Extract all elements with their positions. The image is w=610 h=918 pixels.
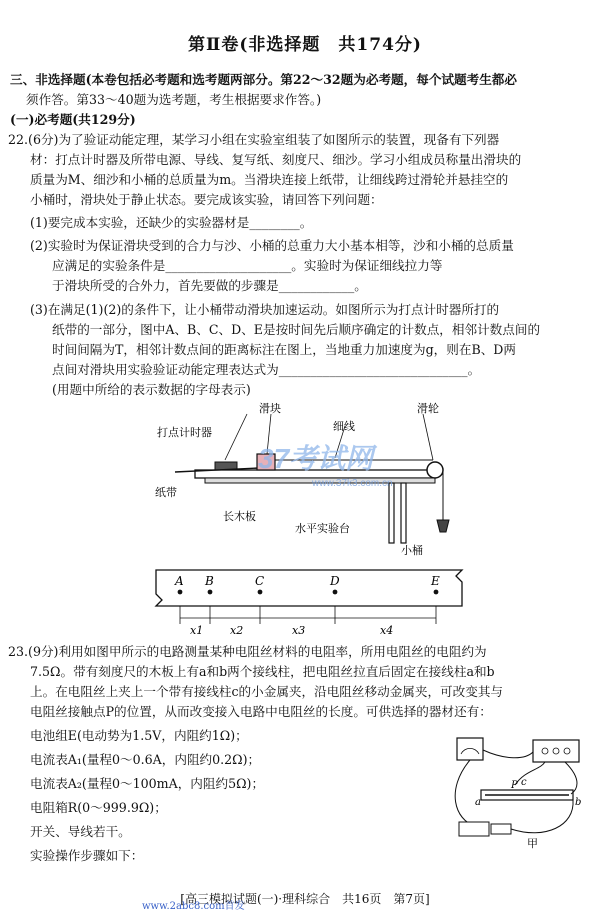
label-p-point: P <box>511 780 518 791</box>
page-footer: [高三模拟试题(一)·理科综合 共16页 第7页] <box>180 892 430 906</box>
label-line: 细线 <box>333 420 355 433</box>
pulley-icon <box>427 462 443 478</box>
section-title: 第Ⅱ卷(非选择题 共174分) <box>188 35 422 55</box>
bucket-icon <box>437 520 449 532</box>
label-a: A <box>175 574 184 588</box>
label-table: 水平实验台 <box>295 522 350 535</box>
section3-line1: 三、非选择题(本卷包括必考题和选考题两部分。第22～32题为必考题，每个试题考生都必 <box>10 72 517 87</box>
label-bucket: 小桶 <box>401 544 423 557</box>
label-c: C <box>255 574 265 588</box>
ammeter-icon <box>457 738 483 760</box>
label-e: E <box>431 574 440 588</box>
label-pulley: 滑轮 <box>417 402 439 415</box>
point-b <box>208 590 213 595</box>
table-leg-1 <box>389 483 394 543</box>
label-board: 长木板 <box>223 510 256 523</box>
q22-line3: 质量为M、细沙和小桶的总质量为m。当滑块连接上纸带，让细线跨过滑轮并悬挂空的 <box>30 172 509 187</box>
label-b-terminal: b <box>575 797 582 808</box>
q22-line13: (用题中所给的表示数据的字母表示) <box>52 382 251 397</box>
switch-icon <box>491 824 511 834</box>
watermark-url: www.37k3.com.cn <box>312 478 393 489</box>
q22-line11: 时间间隔为T，相邻计数点间的距离标注在图上，当地重力加速度为g，则在B、D两 <box>52 342 517 357</box>
q23-line10: 实验操作步骤如下： <box>30 848 144 863</box>
table-leg-2 <box>401 483 406 543</box>
tape-outline <box>156 570 462 606</box>
point-a <box>178 590 183 595</box>
label-b: B <box>205 574 214 588</box>
label-a-terminal: a <box>475 797 481 808</box>
label-x3: x3 <box>292 624 306 637</box>
q22-line5: (1)要完成本实验，还缺少的实验器材是________。 <box>30 215 313 230</box>
battery-icon <box>459 822 489 836</box>
q22-line12: 点间对滑块用实验验证动能定理表达式为______________________________。 <box>52 362 481 377</box>
point-e <box>434 590 439 595</box>
watermark-logo: 37考试网 <box>258 443 374 474</box>
q23-line6: 电流表A₁(量程0～0.6A，内阻约0.2Ω)； <box>30 752 261 767</box>
q23-line7: 电流表A₂(量程0～100mA，内阻约5Ω)； <box>30 776 265 791</box>
figure-caption: 甲 <box>527 837 538 850</box>
leader-pulley <box>423 414 433 460</box>
point-c <box>258 590 263 595</box>
label-x2: x2 <box>230 624 244 637</box>
q23-line2: 7.5Ω。带有刻度尺的木板上有a和b两个接线柱，把电阻丝拉直后固定在接线柱a和b <box>30 664 495 679</box>
circuit-figure <box>445 730 595 850</box>
q23-line4: 电阻丝接触点P的位置，从而改变接入电路中电阻丝的长度。可供选择的器材还有： <box>30 704 492 719</box>
q22-line8: 于滑块所受的合外力，首先要做的步骤是____________。 <box>52 278 367 293</box>
q23-line8: 电阻箱R(0～999.9Ω)； <box>30 800 167 815</box>
part1-heading: (一)必考题(共129分) <box>10 112 136 127</box>
q22-line1: 22.(6分)为了验证动能定理，某学习小组在实验室组装了如图所示的装置，现备有下列器 <box>8 132 500 147</box>
q22-line7: 应满足的实验条件是____________________。实验时为保证细线拉力等 <box>52 258 443 273</box>
label-tape: 纸带 <box>155 486 177 499</box>
q23-line9: 开关、导线若干。 <box>30 824 131 839</box>
label-block: 滑块 <box>259 402 281 415</box>
label-x1: x1 <box>190 624 204 637</box>
label-x4: x4 <box>380 624 394 637</box>
q23-line5: 电池组E(电动势为1.5V，内阻约1Ω)； <box>30 728 248 743</box>
section3-line2: 须作答。第33～40题为选考题，考生根据要求作答。) <box>26 92 322 107</box>
label-c-terminal: c <box>521 777 527 788</box>
label-d: D <box>330 574 340 588</box>
point-d <box>333 590 338 595</box>
q22-line9: (3)在满足(1)(2)的条件下，让小桶带动滑块加速运动。如图所示为打点计时器所打的 <box>30 302 500 317</box>
label-timer: 打点计时器 <box>157 426 212 439</box>
q22-line4: 小桶时，滑块处于静止状态。要完成该实验，请回答下列问题： <box>30 192 383 207</box>
paper-tape-figure <box>150 566 468 640</box>
q22-line2: 材：打点计时器及所带电源、导线、复写纸、刻度尺、细沙。学习小组成员称量出滑块的 <box>30 152 522 167</box>
q23-line3: 上。在电阻丝上夹上一个带有接线柱c的小金属夹，沿电阻丝移动金属夹，可改变其与 <box>30 684 504 699</box>
q22-line6: (2)实验时为保证滑块受到的合力与沙、小桶的总重力大小基本相等，沙和小桶的总质量 <box>30 238 514 253</box>
q23-line1: 23.(9分)利用如图甲所示的电路测量某种电阻丝材料的电阻率，所用电阻丝的电阻约为 <box>8 644 487 659</box>
apparatus-figure <box>155 402 455 560</box>
footer-watermark: www.2abc8.com首发 <box>142 901 245 912</box>
resistance-box-icon <box>533 740 579 762</box>
q22-line10: 纸带的一部分，图中A、B、C、D、E是按时间先后顺序确定的计数点，相邻计数点间的 <box>52 322 541 337</box>
leader-timer <box>225 414 247 460</box>
